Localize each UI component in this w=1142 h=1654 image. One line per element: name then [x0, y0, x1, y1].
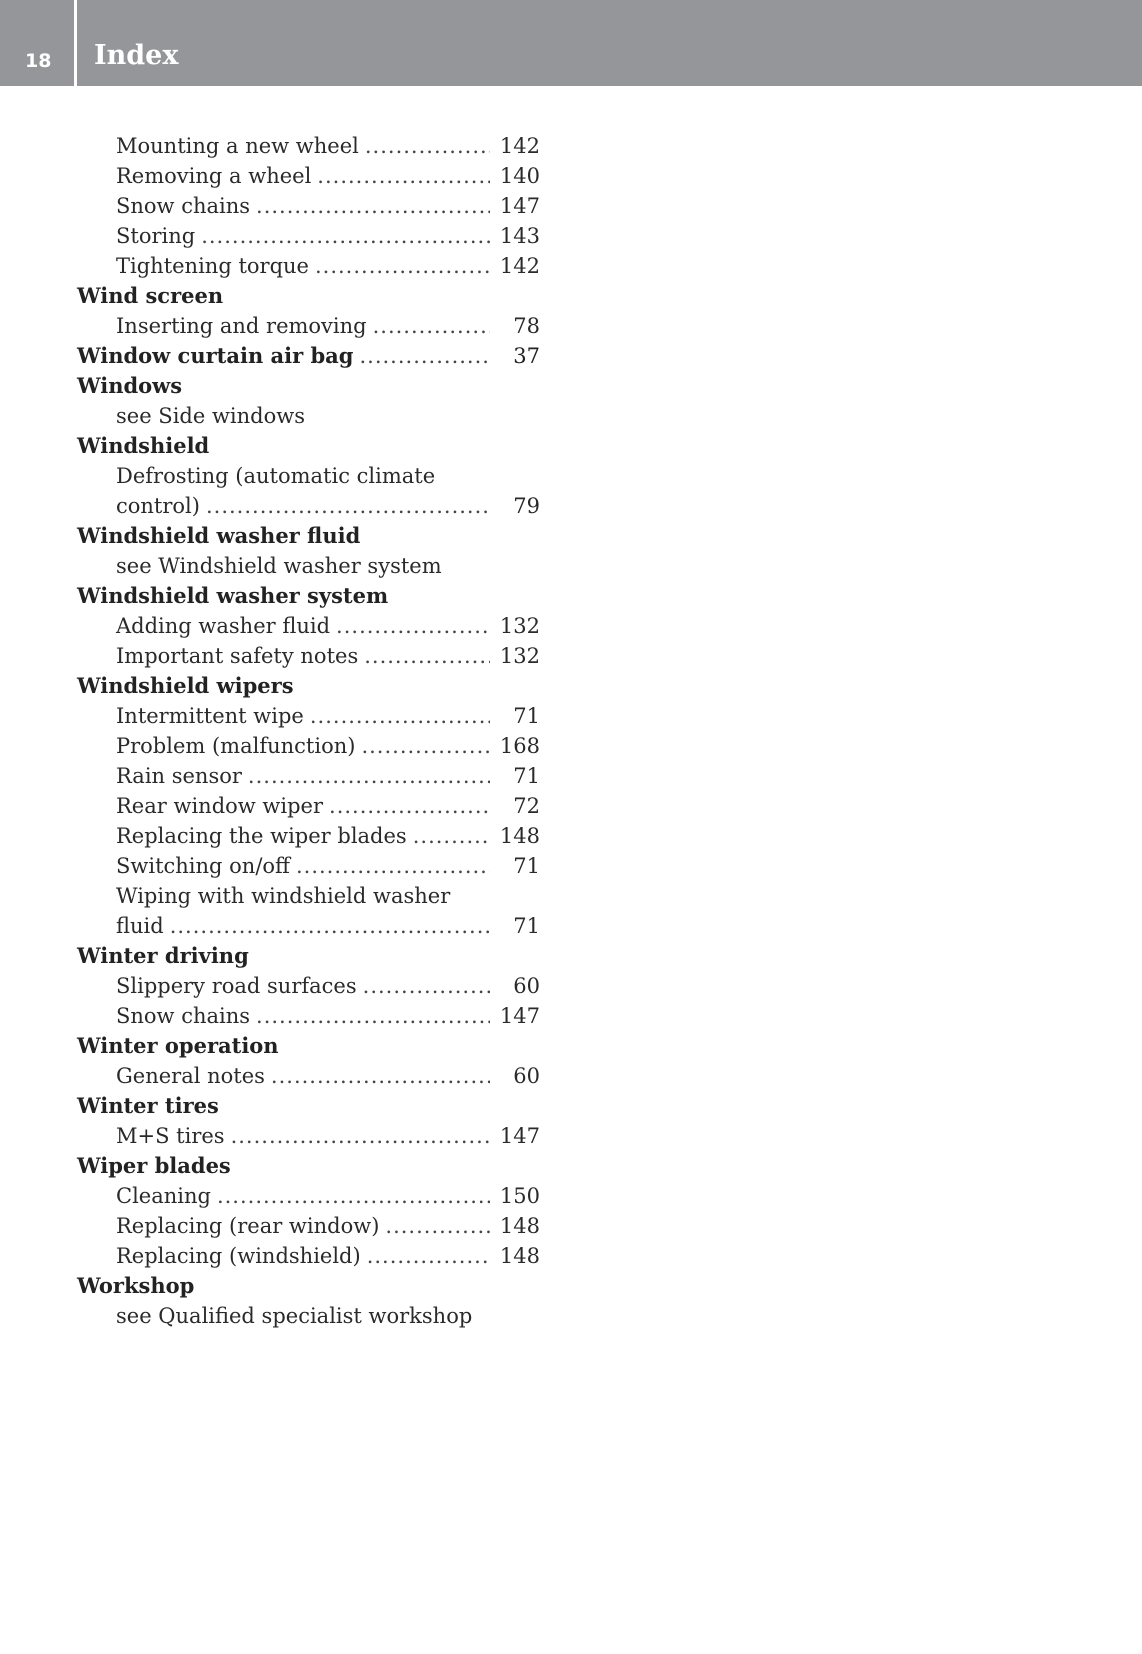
index-page-ref: 132 [499, 614, 540, 638]
index-page-ref: 71 [513, 854, 540, 878]
index-entry-label: Snow chains [116, 194, 251, 218]
index-subentry [77, 851, 540, 881]
dot-leader [367, 1241, 490, 1271]
index-subentry [77, 1061, 540, 1091]
index-subentry [77, 1241, 540, 1271]
dot-leader [363, 971, 490, 1001]
dot-leader [206, 491, 490, 521]
index-entry-label: Adding washer fluid [116, 614, 331, 638]
index-entry-label: Snow chains [116, 1004, 251, 1028]
index-subentry [77, 161, 540, 191]
dot-leader [317, 161, 490, 191]
index-page-ref: 142 [499, 134, 540, 158]
index-page-ref: 148 [499, 824, 540, 848]
index-entry-label: Winter operation [77, 1033, 279, 1058]
index-entry-label: see Windshield washer system [116, 554, 442, 578]
index-heading [77, 371, 540, 401]
index-page-ref: 60 [513, 1064, 540, 1088]
dot-leader [364, 641, 490, 671]
dot-leader [217, 1181, 490, 1211]
index-page-ref: 79 [513, 494, 540, 518]
dot-leader [315, 251, 490, 281]
index-entry-label: Defrosting (automatic climate [116, 464, 436, 488]
index-page-ref: 37 [513, 344, 540, 368]
dot-leader [201, 221, 490, 251]
dot-leader [310, 701, 490, 731]
index-subentry [77, 1121, 540, 1151]
index-subentry [77, 641, 540, 671]
index-entry-label: General notes [116, 1064, 265, 1088]
index-heading [77, 1151, 540, 1181]
index-entry-label: Wind screen [77, 283, 224, 308]
dot-leader [361, 731, 490, 761]
index-entry-label: Storing [116, 224, 196, 248]
index-subentry [77, 1301, 540, 1331]
index-page-ref: 71 [513, 704, 540, 728]
index-entry-label: Workshop [77, 1273, 195, 1298]
index-subentry [77, 191, 540, 221]
index-subentry [77, 881, 540, 911]
index-subentry [77, 761, 540, 791]
dot-leader [359, 341, 490, 371]
index-entry-label: Window curtain air bag [77, 343, 354, 368]
index-heading [77, 1271, 540, 1301]
index-subentry [77, 791, 540, 821]
index-entry-label: Mounting a new wheel [116, 134, 359, 158]
index-subentry [77, 1001, 540, 1031]
section-title: Index [94, 40, 179, 71]
index-page-ref: 140 [499, 164, 540, 188]
index-entry-label: Windshield [77, 433, 210, 458]
index-entry-label: Windshield wipers [77, 673, 294, 698]
index-entry-label: Rain sensor [116, 764, 242, 788]
index-entry-label: Problem (malfunction) [116, 734, 356, 758]
index-subentry [77, 461, 540, 491]
index-subentry [77, 731, 540, 761]
index-subentry [77, 821, 540, 851]
index-heading [77, 281, 540, 311]
index-entry-label: Rear window wiper [116, 794, 324, 818]
index-entry-label: Windshield washer fluid [77, 523, 361, 548]
dot-leader [413, 821, 490, 851]
index-page-ref: 60 [513, 974, 540, 998]
dot-leader [170, 911, 490, 941]
index-subentry [77, 401, 540, 431]
page-header [0, 0, 1142, 86]
dot-leader [256, 191, 490, 221]
index-subentry [77, 551, 540, 581]
index-subentry [77, 971, 540, 1001]
index-page-ref: 71 [513, 914, 540, 938]
dot-leader [329, 791, 490, 821]
dot-leader [248, 761, 490, 791]
index-page-ref: 72 [513, 794, 540, 818]
index-heading [77, 341, 540, 371]
dot-leader [385, 1211, 490, 1241]
index-subentry [77, 251, 540, 281]
index-entry-label: Windshield washer system [77, 583, 389, 608]
index-entry-label: Wiper blades [77, 1153, 231, 1178]
index-page-ref: 148 [499, 1214, 540, 1238]
index-entry-label: Removing a wheel [116, 164, 312, 188]
index-entry-label: Winter tires [77, 1093, 219, 1118]
index-page-ref: 147 [499, 194, 540, 218]
dot-leader [256, 1001, 490, 1031]
index-page-ref: 148 [499, 1244, 540, 1268]
index-heading [77, 521, 540, 551]
index-subentry [77, 701, 540, 731]
header-divider [74, 0, 77, 86]
index-page-ref: 168 [499, 734, 540, 758]
index-page-ref: 71 [513, 764, 540, 788]
index-subentry [77, 491, 540, 521]
index-entry-label: fluid [116, 914, 164, 938]
index-entry-label: Wiping with windshield washer [116, 884, 451, 908]
index-page-ref: 142 [499, 254, 540, 278]
index-subentry [77, 1181, 540, 1211]
index-entry-label: Replacing (rear window) [116, 1214, 380, 1238]
index-subentry [77, 911, 540, 941]
index-entry-label: Replacing the wiper blades [116, 824, 407, 848]
index-heading [77, 1031, 540, 1061]
index-page-ref: 150 [499, 1184, 540, 1208]
index-entry-label: Switching on/off [116, 854, 290, 878]
index-heading [77, 941, 540, 971]
dot-leader [271, 1061, 490, 1091]
index-subentry [77, 611, 540, 641]
index-subentry [77, 1211, 540, 1241]
index-entry-label: Replacing (windshield) [116, 1244, 361, 1268]
page-number: 18 [25, 50, 52, 72]
index-entry-label: Windows [77, 373, 183, 398]
index-page-ref: 132 [499, 644, 540, 668]
index-entry-label: M+S tires [116, 1124, 225, 1148]
index-entry-label: Tightening torque [116, 254, 309, 278]
index-entry-label: Important safety notes [116, 644, 359, 668]
index-entry-label: control) [116, 494, 200, 518]
index-entry-label: see Side windows [116, 404, 306, 428]
index-entry-label: see Qualified specialist workshop [116, 1304, 473, 1328]
index-entry-label: Slippery road surfaces [116, 974, 357, 998]
index-entry-label: Inserting and removing [116, 314, 367, 338]
index-heading [77, 581, 540, 611]
index-heading [77, 671, 540, 701]
dot-leader [231, 1121, 490, 1151]
dot-leader [336, 611, 490, 641]
index-heading [77, 431, 540, 461]
index-page-ref: 78 [513, 314, 540, 338]
index-heading [77, 1091, 540, 1121]
index-subentry [77, 131, 540, 161]
dot-leader [373, 311, 490, 341]
index-entry-label: Cleaning [116, 1184, 211, 1208]
dot-leader [365, 131, 490, 161]
index-entry-label: Intermittent wipe [116, 704, 304, 728]
index-page-ref: 147 [499, 1004, 540, 1028]
index-page-ref: 147 [499, 1124, 540, 1148]
index-list [77, 131, 540, 1331]
index-subentry [77, 221, 540, 251]
index-entry-label: Winter driving [77, 943, 249, 968]
dot-leader [296, 851, 490, 881]
index-subentry [77, 311, 540, 341]
index-page-ref: 143 [499, 224, 540, 248]
